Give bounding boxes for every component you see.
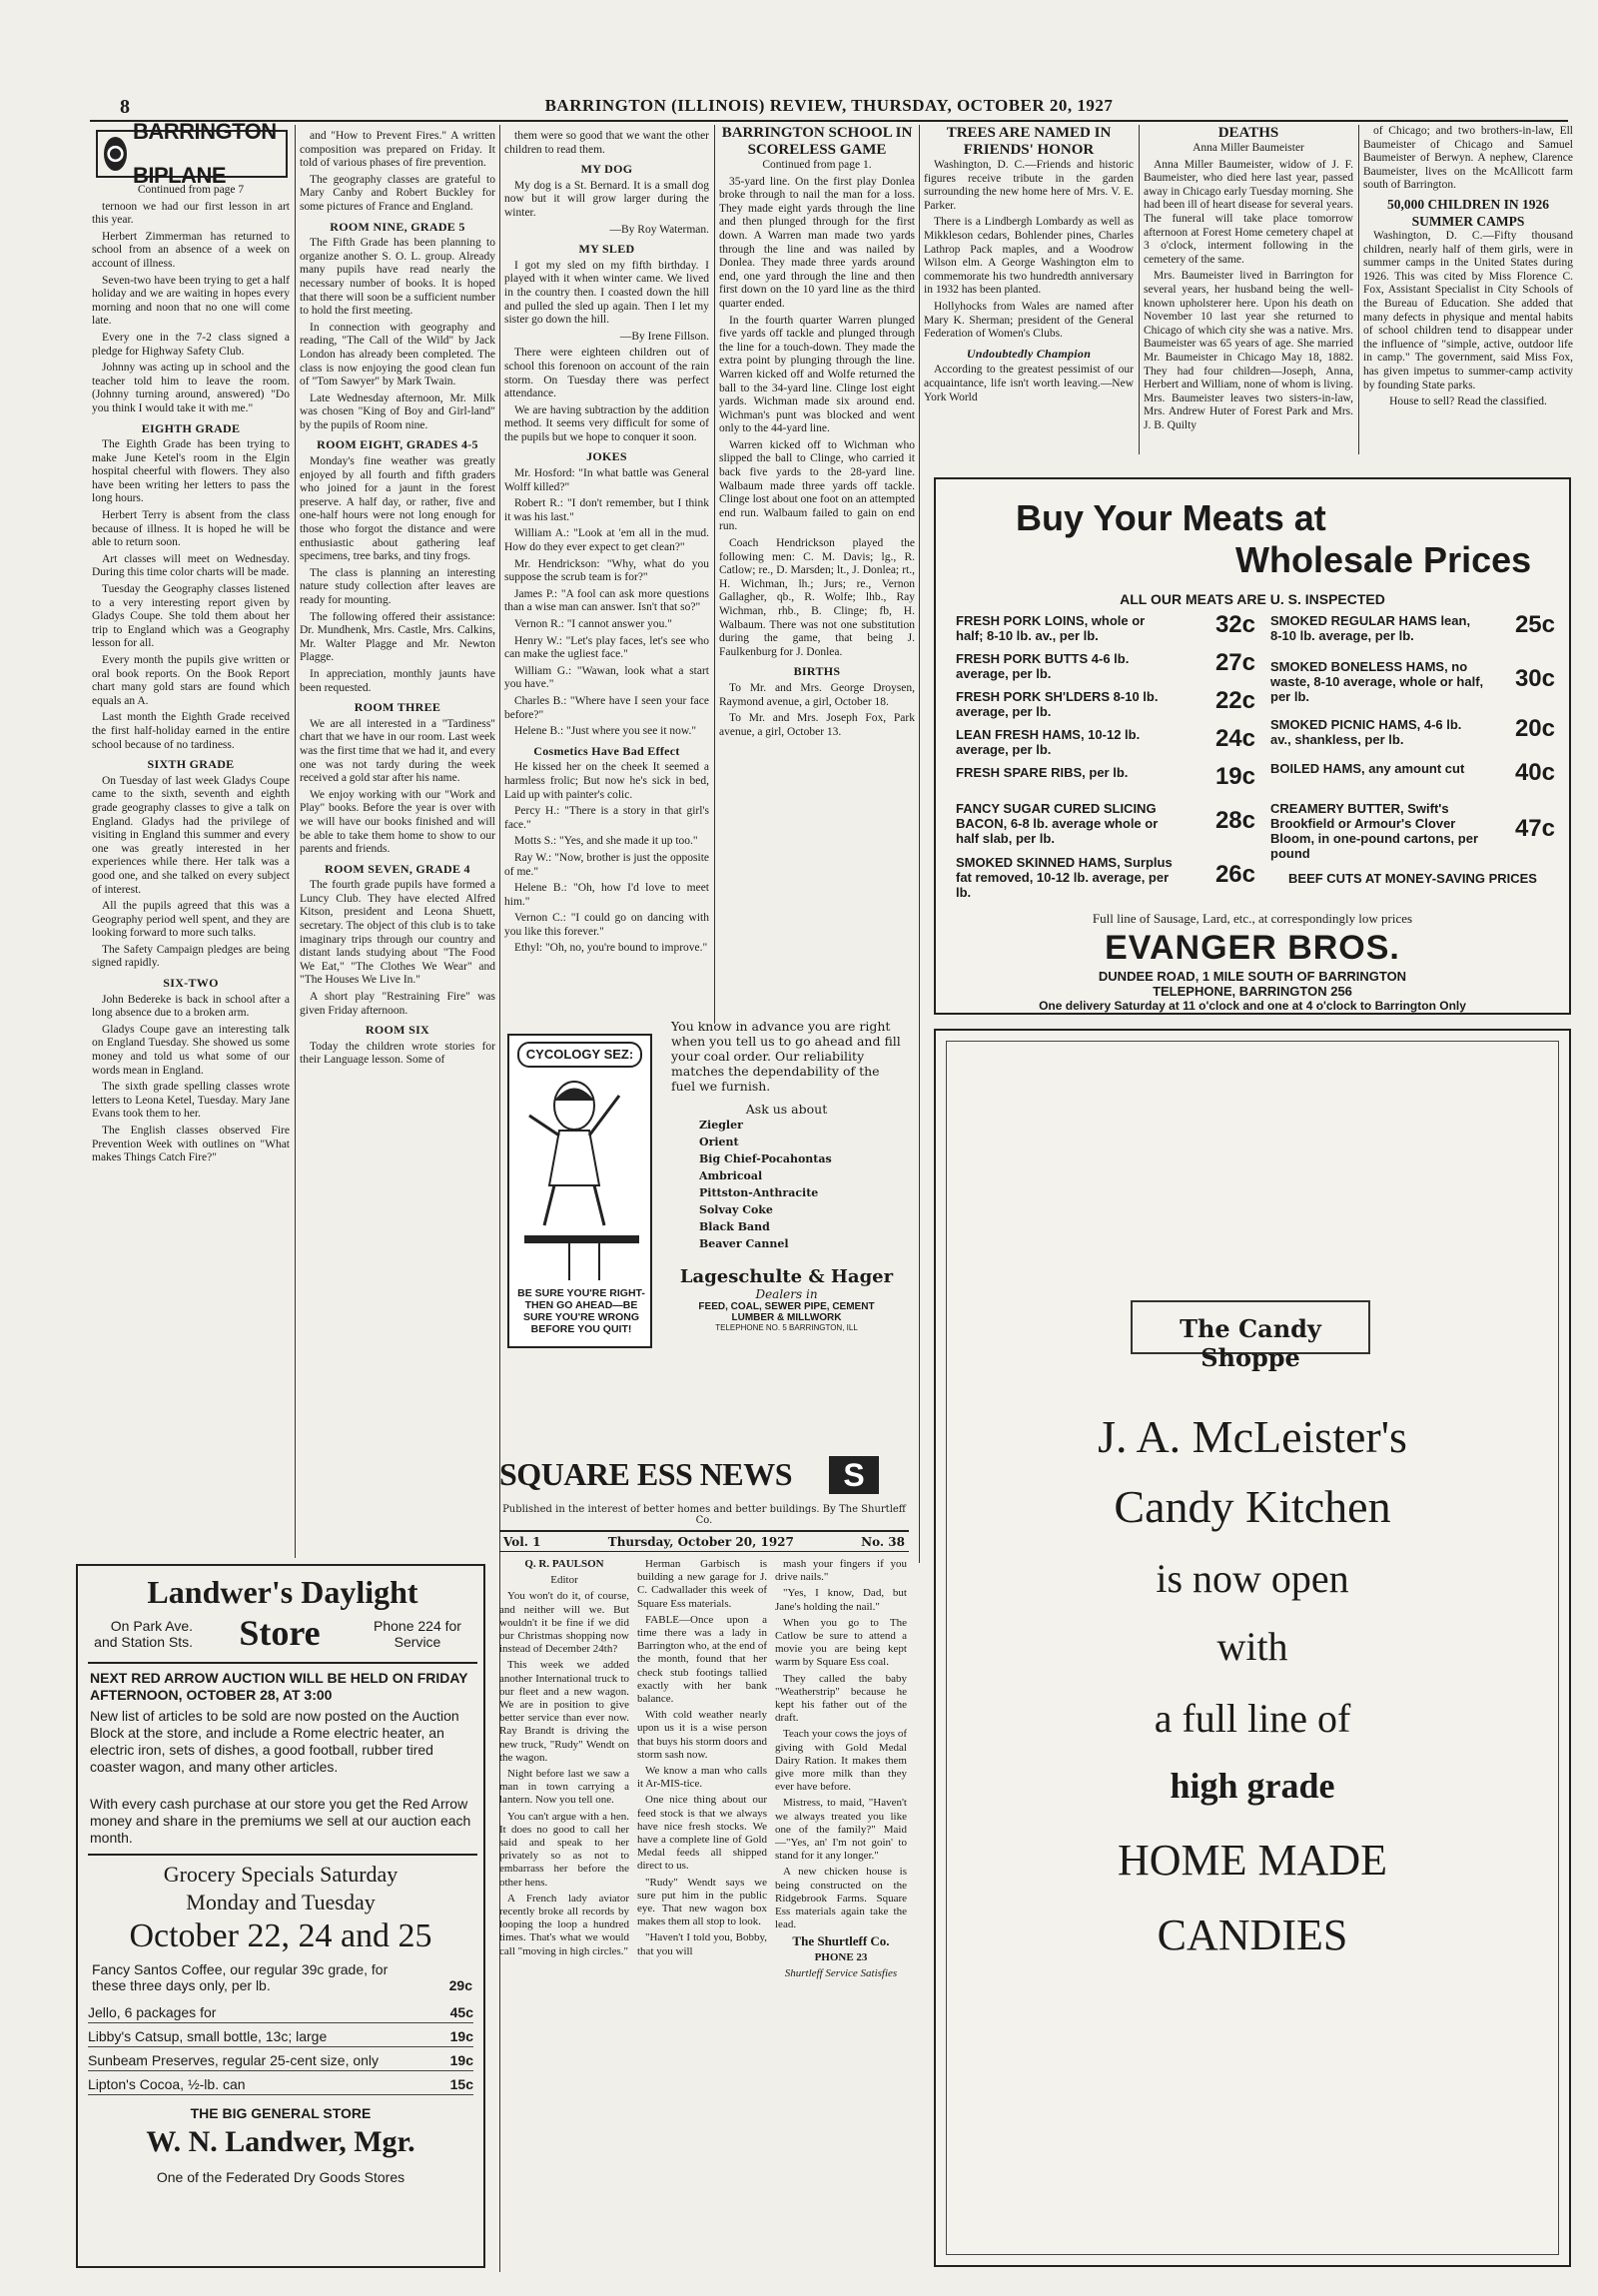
paragraph: All the pupils agreed that this was a Geography period well spent, and they are looking forward to more such talks. xyxy=(92,900,290,940)
biplane-column-2 xyxy=(300,130,495,1553)
paragraph: Warren kicked off to Wichman who slipped the ball to Clinge, who carried it back five yards to the 28-yard line. Walbaum made three yards off tackle. Clinge lost about one foot on an attempted end run. Walbaum failed to gain on end run. xyxy=(719,438,915,533)
paragraph: I got my sled on my fifth birthday. I played with it when winter came. We lived in the country then. I coasted down the hill and pulled the sled up again. Then I let my sister go down the hill. xyxy=(504,259,709,327)
paragraph: Teach your cows the joys of giving with Gold Medal Dairy Ration. It makes them give more milk than they ever have before. xyxy=(775,1728,907,1794)
section-heading: BIRTHS xyxy=(793,664,841,679)
paragraph: Johnny was acting up in school and the teacher told him to leave the room. (Johnny turning around, answered) "Do you think I would take it with me." xyxy=(92,362,290,414)
candy-line-2: Candy Kitchen xyxy=(1114,1481,1391,1532)
grocery-item xyxy=(88,2025,473,2047)
column-rule xyxy=(714,125,715,1024)
meat-item xyxy=(1270,613,1555,645)
fuel-company: Lageschulte & Hager xyxy=(679,1266,894,1287)
paragraph: There is a Lindbergh Lombardy as well as Mikkleson cedars, Bohlender pines, Charles Lathrop Pack maples, and a Woodrow Wilson elm. A George Washington elm to commemorate his two hundredth anniversary in 1932 has been planted. xyxy=(924,216,1134,297)
section-heading: EIGHTH GRADE xyxy=(141,420,241,435)
meat-name: SMOKED PICNIC HAMS, 4-6 lb. av., shankless, per lb. xyxy=(1270,717,1462,747)
square-ess-column-1 xyxy=(499,1558,629,2267)
grocery-item-name: Sunbeam Preserves, regular 25-cent size, only xyxy=(88,2052,380,2068)
landwer-title-2: Store xyxy=(239,1613,321,1653)
page-header xyxy=(90,96,1568,122)
paragraph: Herman Garbisch is building a new garage for J. C. Cadwallader this week of Square Ess materials. xyxy=(637,1558,767,1610)
paragraph: The sixth grade spelling classes wrote letters to Leona Ketel, Tuesday. Mary Jane Evans took them to her. xyxy=(92,1081,290,1121)
paragraph: mash your fingers if you drive nails." xyxy=(775,1558,907,1584)
paragraph: "Rudy" Wendt says we sure put him in the public eye. That new wagon box makes them all stop to look. xyxy=(637,1876,767,1928)
section-heading: ROOM SIX xyxy=(365,1023,430,1038)
ask-us-about: Ask us about xyxy=(745,1102,828,1117)
meat-price: 32c xyxy=(1214,611,1255,638)
meat-item xyxy=(956,727,1255,759)
propeller-logo-icon xyxy=(104,137,127,171)
coffee-special: Fancy Santos Coffee, our regular 39c grade, for these three days only, per lb. xyxy=(92,1961,389,1993)
issue-date: Thursday, October 20, 1927 xyxy=(607,1535,794,1549)
landwer-title-1: Landwer's Daylight xyxy=(147,1574,418,1610)
meat-item xyxy=(1270,801,1555,865)
paragraph: John Bedereke is back in school after a long absence due to a broken arm. xyxy=(92,993,290,1020)
paragraph: Tuesday the Geography classes listened to a very interesting report given by Gladys Coupe. She told them about her trip to England which was a Geography lesson for all. xyxy=(92,583,290,650)
article-headline: BARRINGTON SCHOOL IN SCORELESS GAME xyxy=(721,125,913,158)
paragraph: Henry W.: "Let's play faces, let's see who can make the ugliest face." xyxy=(504,634,709,661)
paragraph: The Eighth Grade has been trying to make June Ketel's room in the Elgin hospital cheerful with flowers. They also have been writing her letters to pass the long hours. xyxy=(92,438,290,505)
paragraph: Last month the Eighth Grade received the first half-holiday earned in the entire school because of no tardiness. xyxy=(92,711,290,751)
column-3 xyxy=(504,130,709,1019)
candy-shoppe-panel xyxy=(1131,1300,1370,1372)
paragraph: Night before last we saw a man in town carrying a lantern. Now you tell one. xyxy=(499,1768,629,1807)
sausage-line: Full line of Sausage, Lard, etc., at correspondingly low prices xyxy=(1092,911,1413,926)
paragraph: Every month the pupils give written or oral book reports. On the Book Report chart many gold stars are found which equals an A. xyxy=(92,654,290,707)
section-heading: Cosmetics Have Bad Effect xyxy=(533,743,680,758)
section-heading: ROOM EIGHT, GRADES 4-5 xyxy=(317,437,478,452)
paragraph: According to the greatest pessimist of our acquaintance, life isn't worth leaving.—New York World xyxy=(924,364,1134,403)
section-heading: JOKES xyxy=(586,449,627,464)
grocery-item xyxy=(88,2001,473,2023)
paragraph: When you go to The Catlow be sure to attend a movie you are being kept warm by Square Ess coal. xyxy=(775,1616,907,1669)
meat-item xyxy=(956,765,1255,797)
article-headline: TREES ARE NAMED IN FRIENDS' HONOR xyxy=(946,125,1112,158)
paragraph: Mr. Hendrickson: "Why, what do you suppose the scrub team is for?" xyxy=(504,557,709,584)
grocery-item-price: 15c xyxy=(449,2076,473,2092)
byline: —By Irene Fillson. xyxy=(619,330,709,343)
paragraph: The English classes observed Fire Prevention Week with outlines on "What makes Things Catch Fire?" xyxy=(92,1125,290,1164)
delivery-note: One delivery Saturday at 11 o'clock and one at 4 o'clock to Barrington Only xyxy=(1039,999,1466,1013)
meat-item xyxy=(956,613,1255,645)
meat-item xyxy=(1270,871,1555,903)
grocery-days: Monday and Tuesday xyxy=(186,1890,376,1914)
meat-name: CREAMERY BUTTER, Swift's Brookfield or Armour's Clover Bloom, in one-pound cartons, per pound xyxy=(1270,801,1478,861)
grocery-item-price: 19c xyxy=(449,2028,473,2044)
article-headline: 50,000 CHILDREN IN 1926 SUMMER CAMPS xyxy=(1386,196,1549,229)
candy-line-7: HOME MADE xyxy=(1117,1836,1388,1885)
landwer-location: On Park Ave. and Station Sts. xyxy=(94,1618,193,1650)
meat-price: 19c xyxy=(1214,763,1255,790)
paragraph: Late Wednesday afternoon, Mr. Milk was chosen "King of Boy and Girl-land" by the pupils of Room nine. xyxy=(300,391,495,431)
evanger-meats-ad xyxy=(934,477,1571,1015)
paragraph: You won't do it, of course, and neither will we. But wouldn't it be fine if we did our Christmas shopping now instead of December 24th? xyxy=(499,1590,629,1656)
auction-notice: NEXT RED ARROW AUCTION WILL BE HELD ON FRIDAY AFTERNOON, OCTOBER 28, AT 3:00 xyxy=(90,1670,468,1703)
meat-name: FRESH PORK SH'LDERS 8-10 lb. average, per lb. xyxy=(956,689,1159,719)
divider xyxy=(88,1662,477,1664)
paragraph: Mistress, to maid, "Haven't we always treated you like one of the family?" Maid—"Yes, an' I'm not goin' to stand for it any longer." xyxy=(775,1797,907,1863)
section-heading: SIX-TWO xyxy=(163,976,219,991)
meat-item xyxy=(1270,717,1555,749)
shurtleff-slogan: Shurtleff Service Satisfies xyxy=(784,1966,898,1979)
evanger-store-name: EVANGER BROS. xyxy=(1105,929,1400,967)
landwer-phone: Phone 224 for Service xyxy=(374,1618,461,1650)
auction-body: New list of articles to be sold are now posted on the Auction Block at the store, and include a Rome electric heater, an electric iron, sets of dishes, a good football, rubber tired coaster wagon, and many other articles. xyxy=(90,1708,459,1775)
section-heading: Undoubtedly Champion xyxy=(966,346,1092,361)
volume: Vol. 1 xyxy=(503,1535,541,1549)
deaths-column xyxy=(1144,125,1353,454)
paragraph: Monday's fine weather was greatly enjoyed by all fourth and fifth graders who joined for a jaunt in the forest preserve. A half day, or rather, five and one-half hours were not long enough for those who forgot the distance and were enthusiastic about gathering leaf specimens, tree barks, and tiny frogs. xyxy=(300,455,495,563)
section-heading: ROOM THREE xyxy=(354,700,441,715)
meat-price: 20c xyxy=(1514,715,1555,742)
paragraph: Today the children wrote stories for their Language lesson. Some of xyxy=(300,1040,495,1067)
meat-price: 47c xyxy=(1514,815,1555,842)
paragraph: Anna Miller Baumeister, widow of J. F. Baumeister, who died here last year, passed away in Chicago early Tuesday morning. She had been ill of heart disease for several years. The funeral will take place tomorrow afternoon at Forest Home cemetery chapel at 3 o'clock, interment following in the cemetery of the same. xyxy=(1144,158,1353,266)
paragraph: A new chicken house is being constructed on the Ridgebrook Farms. Square Ess materials again take the lead. xyxy=(775,1866,907,1931)
camps-column xyxy=(1363,125,1573,454)
paragraph: Charles B.: "Where have I seen your face before?" xyxy=(504,694,709,721)
meats-subhead: ALL OUR MEATS ARE U. S. INSPECTED xyxy=(1120,591,1385,607)
square-ess-column-3 xyxy=(775,1558,907,2267)
editor-name: Q. R. PAULSON xyxy=(524,1558,604,1570)
general-store: THE BIG GENERAL STORE xyxy=(190,2105,372,2121)
meat-price: 24c xyxy=(1214,725,1255,752)
paragraph: Herbert Zimmerman has returned to school from an absence of a week on account of illness. xyxy=(92,230,290,270)
paragraph: The Safety Campaign pledges are being signed rapidly. xyxy=(92,943,290,970)
coal-brand: Pittston-Anthracite xyxy=(699,1186,819,1199)
square-ess-news xyxy=(499,1448,909,2267)
meat-name: FANCY SUGAR CURED SLICING BACON, 6-8 lb. average whole or half slab, per lb. xyxy=(956,801,1159,846)
paragraph: Mrs. Baumeister lived in Barrington for several years, her husband being the well-known upholsterer here. Upon his death on November 10 last year she returned to Chicago of which city she was a native. Mrs. Baumeister was 65 years of age. She married Mr. Baumeister in Chicago May 18, 1882. They had four children—Joseph, Anna, Herbert and William, none of whom is living. Mrs. Baumeister leaves two sisters-in-law, Mrs. Andrew Huter of Forest Park and Mrs. J. B. Quilty xyxy=(1144,270,1353,431)
paragraph: Herbert Terry is absent from the class because of illness. It is hoped he will be able to return soon. xyxy=(92,509,290,549)
scoreless-game-column xyxy=(719,125,915,1019)
masthead: BARRINGTON (ILLINOIS) REVIEW, THURSDAY, OCTOBER 20, 1927 xyxy=(544,96,1114,115)
paragraph: James P.: "A fool can ask more questions than a wise man can answer. Isn't that so?" xyxy=(504,587,709,614)
cycology-title: CYCOLOGY SEZ: xyxy=(517,1042,642,1068)
paragraph: They called the baby "Weatherstrip" because he kept his father out of the draft. xyxy=(775,1672,907,1725)
paragraph: My dog is a St. Bernard. It is a small dog now but it will grow larger during the winter. xyxy=(504,179,709,219)
meat-price: 27c xyxy=(1214,649,1255,676)
cycology-caption: BE SURE YOU'RE RIGHT- THEN GO AHEAD—BE SURE YOU'RE WRONG BEFORE YOU QUIT! xyxy=(517,1287,645,1335)
candy-kitchen-ad xyxy=(934,1029,1571,2267)
paragraph: and "How to Prevent Fires." A written composition was prepared on Friday. It told of various phases of fire prevention. xyxy=(300,130,495,170)
fuel-goods-2: LUMBER & MILLWORK xyxy=(731,1312,842,1323)
paragraph: The fourth grade pupils have formed a Luncy Club. They have elected Alfred Kitson, president and Leona Shuett, secretary. The object of this club is to take imaginary trips through our country and distant lands studying about "The Food We Eat," "The Clothes We Wear" and "The Houses We Live In." xyxy=(300,879,495,987)
meat-item xyxy=(956,689,1255,721)
paragraph: Every one in the 7-2 class signed a pledge for Highway Safety Club. xyxy=(92,331,290,358)
candy-line-8: CANDIES xyxy=(1157,1911,1348,1959)
red-arrow-note: With every cash purchase at our store you get the Red Arrow money and share in the premiums we sell at our auction each month. xyxy=(90,1796,471,1846)
paragraph: In connection with geography and reading, "The Call of the Wild" by Jack London has already been completed. The class is now enjoying the good clean fun of "Tom Sawyer" by Mark Twain. xyxy=(300,321,495,388)
paragraph: A short play "Restraining Fire" was given Friday afternoon. xyxy=(300,991,495,1017)
coal-brand: Big Chief-Pocahontas xyxy=(699,1152,832,1165)
paragraph: To Mr. and Mrs. George Droysen, Raymond avenue, a girl, October 18. xyxy=(719,681,915,708)
grocery-item xyxy=(88,2049,473,2071)
coal-brand: Ambricoal xyxy=(699,1169,763,1182)
column-rule xyxy=(295,125,296,1558)
meat-name: SMOKED SKINNED HAMS, Surplus fat removed, 10-12 lb. average, per lb. xyxy=(956,855,1173,900)
paragraph: One nice thing about our feed stock is that we always have nice fresh stocks. We have a complete line of Gold Medal feeds all shipped direct to us. xyxy=(637,1794,767,1873)
obituary-name: Anna Miller Baumeister xyxy=(1193,142,1304,154)
paragraph: The following offered their assistance: Dr. Mundhenk, Mrs. Castle, Mrs. Calkins, Mr. Walter Plagge and Mr. Newton Plagge. xyxy=(300,610,495,664)
paragraph: Ethyl: "Oh, no, you're bound to improve." xyxy=(514,942,708,955)
meat-name: FRESH SPARE RIBS, per lb. xyxy=(956,765,1129,780)
section-heading: SIXTH GRADE xyxy=(147,757,235,772)
meat-name: LEAN FRESH HAMS, 10-12 lb. average, per lb. xyxy=(956,727,1141,757)
paragraph: Washington, D. C.—Fifty thousand children, nearly half of them girls, were in summer camps in the United States during 1926. This was cited by Miss Florence C. Fox, Assistant Specialist in City Schools of the Bureau of Education. She added that many defects in physique and mental habits of school children tend to disappear under the influence of "simple, active, outdoor life in camp." The government, said Miss Fox, has given impetus to summer-camp activity by founding State parks. xyxy=(1363,229,1573,391)
section-heading: MY SLED xyxy=(578,242,635,257)
paragraph: Robert R.: "I don't remember, but I think it was his last." xyxy=(504,497,709,523)
meat-item xyxy=(956,801,1255,849)
paragraph: We are having subtraction by the addition method. It seems very difficult for some of the pupils but we hope to conquer it soon. xyxy=(504,403,709,443)
paragraph: Hollyhocks from Wales are named after Mary K. Sherman; president of the General Federation of Women's Clubs. xyxy=(924,300,1134,341)
candy-shoppe-name: The Candy Shoppe xyxy=(1180,1314,1321,1372)
meat-item xyxy=(1270,761,1555,793)
coffee-price: 29c xyxy=(448,1977,472,1993)
meat-item xyxy=(956,855,1255,903)
coal-brand-list xyxy=(699,1117,914,1252)
paragraph: In appreciation, monthly jaunts have been requested. xyxy=(300,667,495,694)
meat-price: 22c xyxy=(1214,687,1255,714)
grocery-item-name: Lipton's Cocoa, ½-lb. can xyxy=(88,2076,246,2092)
meat-name: FRESH PORK LOINS, whole or half; 8-10 lb. av., per lb. xyxy=(956,613,1146,643)
paragraph: Helene B.: "Oh, how I'd love to meet him." xyxy=(504,882,709,908)
store-phone: TELEPHONE, BARRINGTON 256 xyxy=(1153,984,1352,999)
meat-item xyxy=(956,651,1255,683)
landwer-manager: W. N. Landwer, Mgr. xyxy=(146,2125,415,2158)
meat-name: BEEF CUTS AT MONEY-SAVING PRICES xyxy=(1288,871,1537,886)
paragraph: of Chicago; and two brothers-in-law, Ell Baumeister of Chicago and Samuel Baumeister of Berwyn. A nephew, Clarence Baumeister, lives on the McAllicott farm south of Barrington. xyxy=(1363,125,1573,192)
paragraph: Helene B.: "Just where you see it now." xyxy=(514,725,697,738)
section-heading: MY DOG xyxy=(580,162,633,177)
article-headline: DEATHS xyxy=(1217,125,1279,141)
candy-line-3: is now open xyxy=(1156,1556,1349,1601)
grocery-item-name: Libby's Catsup, small bottle, 13c; large xyxy=(88,2028,328,2044)
square-ess-column-2 xyxy=(637,1558,767,2267)
coal-brand: Beaver Cannel xyxy=(699,1237,789,1250)
square-ess-subtitle: Published in the interest of better homes and better buildings. By The Shurtleff Co. xyxy=(502,1504,906,1526)
meat-name: BOILED HAMS, any amount cut xyxy=(1270,761,1465,776)
paragraph: We are all interested in a "Tardiness" chart that we have in our room. Last week was the first time that we had it, and every one was not tardy during the week received a gold star after his name. xyxy=(300,717,495,785)
section-heading: ROOM NINE, GRADE 5 xyxy=(330,219,465,234)
meat-name: SMOKED REGULAR HAMS lean, 8-10 lb. average, per lb. xyxy=(1270,613,1471,643)
poem: He kissed her on the cheek It seemed a harmless frolic; But now he's sick in bed, Laid up with painter's colic. xyxy=(504,761,709,801)
paragraph: William A.: "Look at 'em all in the mud. How do they ever expect to get clean?" xyxy=(504,527,709,554)
coal-brand: Orient xyxy=(699,1136,739,1148)
meat-name: SMOKED BONELESS HAMS, no waste, 8-10 average, whole or half, per lb. xyxy=(1270,659,1484,704)
meats-headline-2: Wholesale Prices xyxy=(1235,539,1532,580)
meat-price: 25c xyxy=(1514,611,1555,638)
paragraph: The Fifth Grade has been planning to organize another S. O. L. group. Already many pupils have read nearly the necessary number of books. It is hoped that there will soon be a sufficient number to hold the first meeting. xyxy=(300,237,495,318)
meat-name: FRESH PORK BUTTS 4-6 lb. average, per lb. xyxy=(956,651,1130,681)
biplane-masthead xyxy=(96,119,288,188)
paragraph: Coach Hendrickson played the following men: C. M. Davis; lg., R. Catlow; re., D. Marsden; lt., J. Donlea; rt., H. Wichman, lh.; Jurs; re., Vernon Gallagher, qb., R. Wolfe; lhb., Ray Wichman, rhb., B. Clinge; fb, H. Walbaum. There was not one substitution during the game, that being J. Faulkenburg for J. Donlea. xyxy=(719,537,915,658)
paragraph: With cold weather nearly upon us it is a wise person that buys his storm doors and storm sash now. xyxy=(637,1709,767,1761)
shurtleff-phone: PHONE 23 xyxy=(814,1950,868,1963)
candy-line-1: J. A. McLeister's xyxy=(1098,1411,1407,1462)
continued-note: Continued from page 7 xyxy=(137,184,245,196)
classified-note: House to sell? Read the classified. xyxy=(1389,395,1547,408)
square-ess-title: SQUARE ESS NEWS xyxy=(499,1456,793,1492)
fuel-dealers: Dealers in xyxy=(755,1287,818,1301)
meat-price: 26c xyxy=(1214,861,1255,888)
trees-column xyxy=(924,125,1134,454)
paragraph: We know a man who calls it Ar-MIS-tice. xyxy=(637,1765,767,1791)
paragraph: ternoon we had our first lesson in art this year. xyxy=(92,200,290,227)
meat-price: 28c xyxy=(1214,807,1255,834)
paragraph: "Yes, I know, Dad, but Jane's holding the nail." xyxy=(775,1587,907,1613)
store-address: DUNDEE ROAD, 1 MILE SOUTH OF BARRINGTON xyxy=(1098,969,1407,984)
paragraph: Vernon R.: "I cannot answer you." xyxy=(514,618,672,630)
grocery-dates: October 22, 24 and 25 xyxy=(129,1917,432,1954)
meat-item xyxy=(1270,659,1555,707)
landwer-store-ad xyxy=(76,1564,485,2268)
paragraph: Vernon C.: "I could go on dancing with you like this forever." xyxy=(504,912,709,938)
paragraph: You can't argue with a hen. It does no good to call her said and speak to her privately so as not to embarrass her before the other hens. xyxy=(499,1810,629,1889)
continued-note: Continued from page 1. xyxy=(762,159,872,171)
diver-illustration-icon xyxy=(519,1076,644,1285)
paragraph: On Tuesday of last week Gladys Coupe came to the sixth, seventh and eighth grade geography classes to give a talk on England. Gladys had the privilege of visiting in England this summer and every one was greatly interested in her experiences while there. Her talk was a good one, and she talked on every subject of interest. xyxy=(92,774,290,896)
grocery-item-price: 45c xyxy=(449,2004,473,2020)
page-number: 8 xyxy=(120,96,131,118)
paragraph: William G.: "Wawan, look what a start you have." xyxy=(504,664,709,691)
paragraph: To Mr. and Mrs. Joseph Fox, Park avenue, a girl, October 13. xyxy=(719,712,915,738)
paragraph: Art classes will meet on Wednesday. During this time color charts will be made. xyxy=(92,552,290,579)
meat-price: 30c xyxy=(1514,665,1555,692)
federated-note: One of the Federated Dry Goods Stores xyxy=(156,2169,405,2185)
candy-line-4: with xyxy=(1216,1624,1288,1669)
square-ess-logo-icon: S xyxy=(829,1456,879,1494)
column-rule xyxy=(919,125,920,1563)
paragraph: In the fourth quarter Warren plunged five yards off tackle and plunged through the line for a touch-down. They made the extra point by plunging through the line. Warren kicked off and Wolfe returned the ball to the 34-yard line. Clinge lost eight yards. Wichman made six around end. Wichman's punt was blocked and went only to the 44-yard line. xyxy=(719,314,915,435)
paragraph: Ray W.: "Now, brother is just the opposite of me." xyxy=(504,851,709,878)
fuel-body: You know in advance you are right when you tell us to go ahead and fill your coal order. Our reliability matches the dependability of the fuel we furnish. xyxy=(671,1019,901,1094)
grocery-specials: Grocery Specials Saturday xyxy=(163,1862,399,1887)
paragraph: FABLE—Once upon a time there was a lady in Barrington who, at the end of the month, found that her check stub footings tallied exactly with her bank balance. xyxy=(637,1613,767,1706)
paragraph: The geography classes are grateful to Mary Canby and Robert Buckley for some pictures of France and England. xyxy=(300,173,495,213)
byline: —By Roy Waterman. xyxy=(609,223,709,236)
column-rule xyxy=(1139,125,1140,454)
paragraph: We enjoy working with our "Work and Play" books. Before the year is over with we will have our books finished and will be able to take them home to show to our parents and friends. xyxy=(300,788,495,856)
biplane-title: BARRINGTON BIPLANE xyxy=(132,119,277,188)
grocery-item-name: Jello, 6 packages for xyxy=(88,2004,217,2020)
paragraph: The class is planning an interesting nature study collection after leaves are ready for mounting. xyxy=(300,566,495,606)
paragraph: "Haven't I told you, Bobby, that you will xyxy=(637,1931,767,1957)
paragraph: Seven-two have been trying to get a half holiday and we are waiting in hopes every morning and noon that no one will come late. xyxy=(92,274,290,328)
lageschulte-fuel-ad xyxy=(659,1019,914,1438)
coal-brand: Black Band xyxy=(699,1220,770,1233)
meat-price: 40c xyxy=(1514,759,1555,786)
candy-line-6: high grade xyxy=(1170,1766,1335,1806)
grocery-item xyxy=(88,2073,473,2095)
section-heading: ROOM SEVEN, GRADE 4 xyxy=(325,861,470,876)
divider xyxy=(88,1854,477,1856)
paragraph: Motts S.: "Yes, and she made it up too." xyxy=(514,835,698,848)
column-rule xyxy=(1358,125,1359,454)
paragraph: Mr. Hosford: "In what battle was General Wolff killed?" xyxy=(504,467,709,493)
paragraph: them were so good that we want the other children to read them. xyxy=(504,130,709,156)
meats-headline-1: Buy Your Meats at xyxy=(1016,497,1326,538)
candy-line-5: a full line of xyxy=(1154,1696,1351,1741)
biplane-column-1 xyxy=(92,184,290,1552)
editor-title: Editor xyxy=(550,1574,578,1587)
fuel-goods: FEED, COAL, SEWER PIPE, CEMENT xyxy=(698,1301,875,1312)
square-ess-volume-bar xyxy=(499,1530,909,1552)
coal-brand: Solvay Coke xyxy=(699,1203,773,1216)
paragraph: Washington, D. C.—Friends and historic figures receive tribute in the garden surrounding the new home here of Mrs. V. E. Parker. xyxy=(924,159,1134,212)
paragraph: 35-yard line. On the first play Donlea broke through to nail the man for a loss. They made eight yards through the line and then plunged through for the first down. A Warren man made two yards through the line and was nailed by Donlea. They made three yards around end, one yard through the line and then first down on the 10 yard line as the third quarter ended. xyxy=(719,175,915,310)
paragraph: Gladys Coupe gave an interesting talk on England Tuesday. She showed us some money and told us what some of our words mean in England. xyxy=(92,1023,290,1077)
shurtleff-company: The Shurtleff Co. xyxy=(792,1933,890,1949)
fuel-phone: TELEPHONE NO. 5 BARRINGTON, ILL xyxy=(715,1323,858,1332)
paragraph: This week we added another International truck to our fleet and a new wagon. We are in position to give better service than ever now. Ray Brandt is driving the new truck, "Rudy" Wendt on the wagon. xyxy=(499,1659,629,1764)
paragraph: A French lady aviator recently broke all records by looping the loop a hundred times. That's what we would call "moving in high circles." xyxy=(499,1892,629,1957)
grocery-item-price: 19c xyxy=(449,2052,473,2068)
coal-brand: Ziegler xyxy=(699,1119,743,1132)
cycology-cartoon xyxy=(507,1034,652,1348)
paragraph: There were eighteen children out of school this forenoon on account of the rain storm. On Tuesday there was perfect attendance. xyxy=(504,347,709,400)
paragraph: Percy H.: "There is a story in that girl's face." xyxy=(504,805,709,831)
issue-number: No. 38 xyxy=(861,1535,905,1549)
